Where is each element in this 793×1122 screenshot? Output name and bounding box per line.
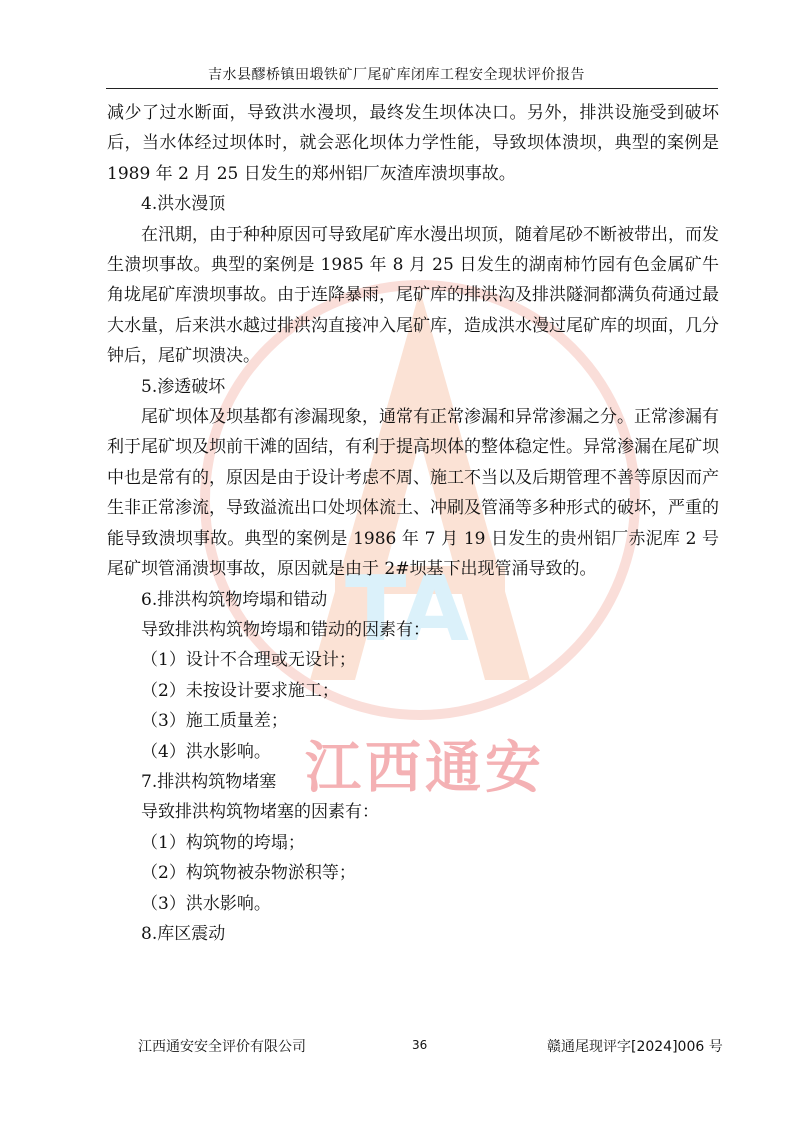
section-heading-structure-collapse: 6.排洪构筑物垮塌和错动 xyxy=(141,589,328,610)
svg-text:TA: TA xyxy=(345,557,470,662)
section-heading-structure-blockage: 7.排洪构筑物堵塞 xyxy=(141,771,277,792)
list-item: （3）洪水影响。 xyxy=(141,893,271,914)
paragraph-continued: 减少了过水断面，导致洪水漫坝，最终发生坝体决口。另外，排洪设施受到破坏后，当水体经过坝体时，就会恶化坝体力学性能，导致坝体溃坝，典型的案例是 1989 年 2 月 25 日发生的郑州铝厂灰渣库溃坝事故。 xyxy=(107,103,719,184)
page-header: 吉水县醪桥镇田塅铁矿厂尾矿库闭库工程安全现状评价报告 xyxy=(208,67,585,83)
body-content xyxy=(107,98,719,949)
list-item: （1）构筑物的垮塌； xyxy=(141,832,305,853)
list-item: （2）构筑物被杂物淤积等； xyxy=(141,863,356,884)
paragraph-collapse-factors: 导致排洪构筑物垮塌和错动的因素有： xyxy=(141,619,430,640)
paragraph-blockage-factors: 导致排洪构筑物堵塞的因素有： xyxy=(141,802,379,823)
section-heading-vibration: 8.库区震动 xyxy=(141,923,226,944)
section-heading-seepage: 5.渗透破坏 xyxy=(141,376,226,397)
footer-page-number: 36 xyxy=(412,1038,428,1052)
list-item: （2）未按设计要求施工； xyxy=(141,680,339,701)
watermark-text: 江西通安 xyxy=(305,736,545,801)
list-item: （1）设计不合理或无设计； xyxy=(141,650,356,671)
list-item: （3）施工质量差； xyxy=(141,711,288,732)
paragraph-seepage: 尾矿坝体及坝基都有渗漏现象，通常有正常渗漏和异常渗漏之分。正常渗漏有利于尾矿坝及坝前干滩的固结，有利于提高坝体的整体稳定性。异常渗漏在尾矿坝中也是常有的，原因是由于设计考虑不周、施工不当以及后期管理不善等原因而产生非正常渗流，导致溢流出口处坝体流土、冲刷及管涌等多种形式的破坏，严重的能导致溃坝事故。典型的案例是 1986 年 7 月 19 日发生的贵州铝厂赤泥库 2 号尾矿坝管涌溃坝事故，原因就是由于 2#坝基下出现管涌导致的。 xyxy=(107,407,719,580)
section-heading-flood-overtop: 4.洪水漫顶 xyxy=(141,194,226,215)
header-divider xyxy=(106,88,718,89)
list-item: （4）洪水影响。 xyxy=(141,741,271,762)
footer-document-number: 赣通尾现评字[2024]006 号 xyxy=(547,1039,723,1055)
footer-company: 江西通安安全评价有限公司 xyxy=(138,1039,306,1055)
paragraph-flood-overtop: 在汛期，由于种种原因可导致尾矿库水漫出坝顶，随着尾砂不断被带出，而发生溃坝事故。典型的案例是 1985 年 8 月 25 日发生的湖南柿竹园有色金属矿牛角垅尾矿库溃坝事故。由于连降暴雨，尾矿库的排洪沟及排洪隧洞都满负荷通过最大水量，后来洪水越过排洪沟直接冲入尾矿库，造成洪水漫过尾矿库的坝面，几分钟后，尾矿坝溃决。 xyxy=(107,224,719,367)
